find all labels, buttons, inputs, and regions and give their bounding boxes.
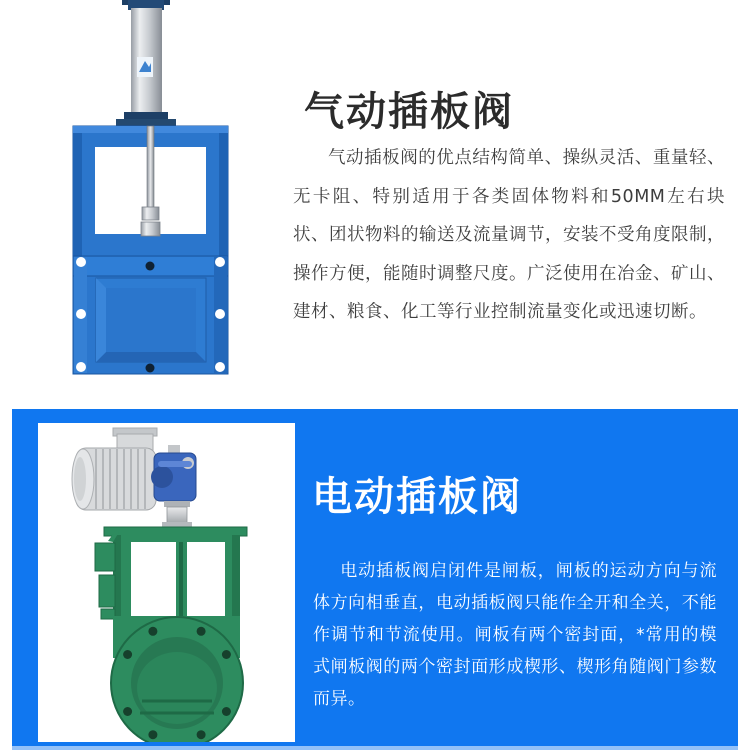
electric-valve-title: 电动插板阀 (312, 474, 522, 520)
piston-rod (147, 126, 154, 210)
pneumatic-valve-description: 气动插板阀的优点结构简单、操纵灵活、重量轻、无卡阻、特别适用于各类固体物料和50MM左右块状、团状物料的输送及流量调节，安装不受角度限制，操作方便，能随时调整尺度。广泛使用在冶金、矿山、建材、粮食、化工等行业控制流量变化或迅速切断。 (293, 148, 725, 322)
pneumatic-valve-title: 气动插板阀 (304, 89, 514, 135)
side-bracket (95, 543, 115, 571)
electric-valve-photo-card (38, 423, 295, 742)
electric-valve-section (12, 409, 738, 750)
electric-valve-description: 电动插板阀启闭件是闸板，闸板的运动方向与流体方向相垂直，电动插板阀只能作全开和全关，不能作调节和节流使用。闸板有两个密封面，*常用的模式闸板阀的两个密封面形成楔形、楔形角随阀门参数而异。 (313, 561, 717, 709)
electric-valve-illustration (38, 423, 295, 742)
bottom-edge-highlight (12, 746, 738, 750)
pneumatic-valve-photo (50, 0, 250, 382)
pneumatic-valve-illustration (50, 0, 250, 382)
